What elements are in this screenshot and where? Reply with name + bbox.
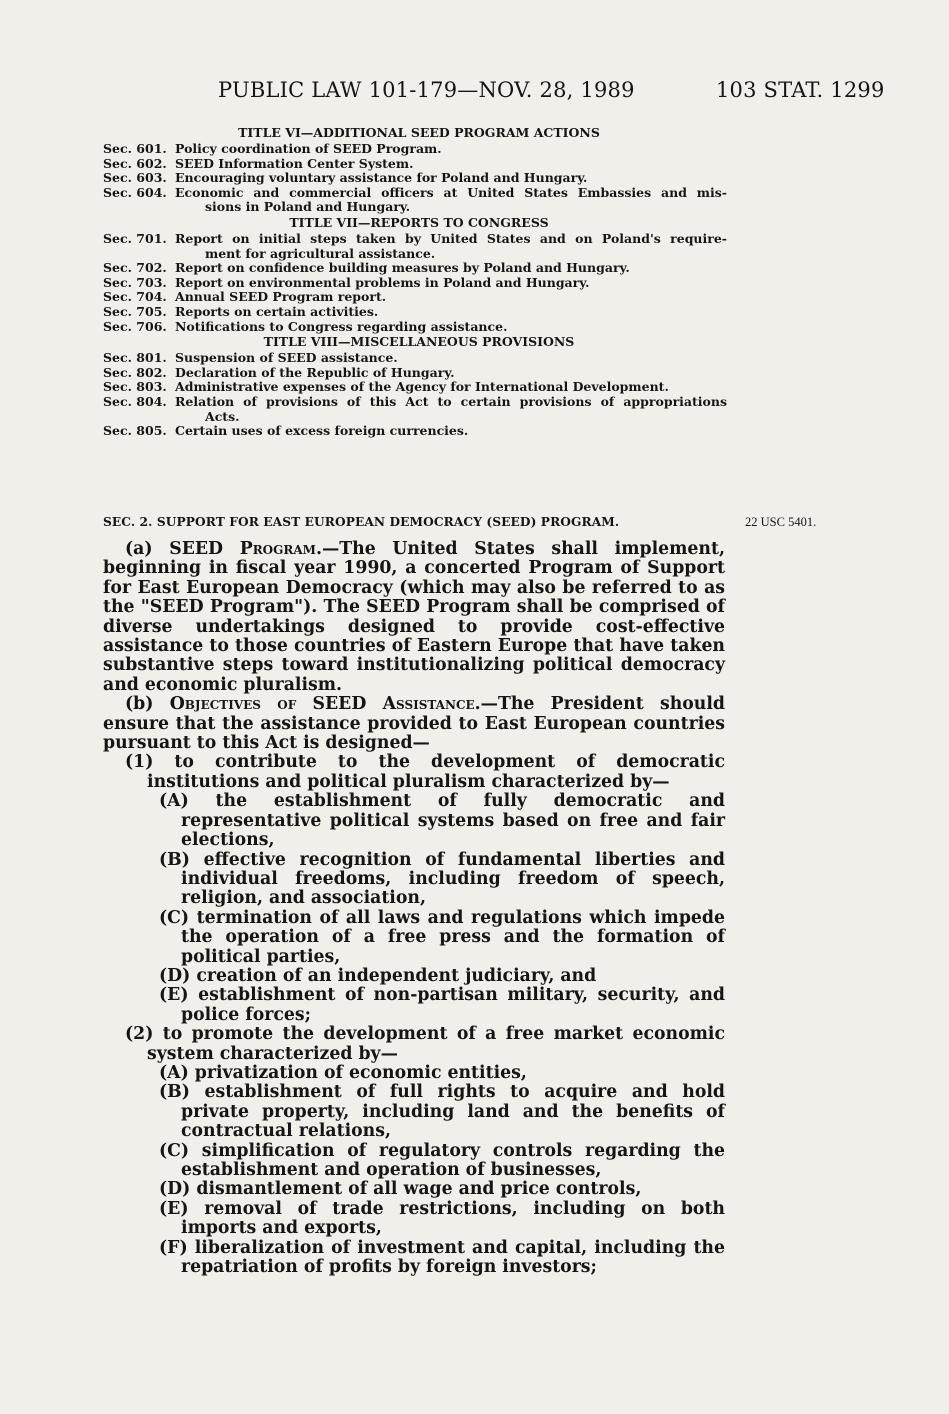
clause-1e: (E) establishment of non-partisan military, security, and police forces; [159, 985, 725, 1025]
running-header-law: PUBLIC LAW 101-179—NOV. 28, 1989 [218, 78, 635, 102]
clause-1a: (A) the establishment of fully democratic and representative political systems based on free and fair elections, [159, 791, 725, 851]
subsection-b-heading: Objectives of SEED Assistance [169, 694, 475, 715]
subsection-a-lead: (a) SEED [125, 539, 240, 559]
toc-sec-text: Economic and commercial officers at United States Embassies and mis- [175, 184, 727, 200]
toc-entry [103, 319, 727, 334]
toc-sec-text: Report on confidence building measures by Poland and Hungary. [175, 260, 630, 276]
toc-entry [103, 365, 727, 380]
table-of-contents [103, 124, 727, 438]
toc-entry [103, 275, 727, 290]
toc-entry [103, 350, 727, 365]
clause-2b: (B) establishment of full rights to acquire and hold private property, including land and the benefits of contractual relations, [159, 1082, 725, 1142]
toc-title-vi: TITLE VI—ADDITIONAL SEED PROGRAM ACTIONS [238, 125, 600, 140]
toc-sec-text: Declaration of the Republic of Hungary. [175, 364, 455, 380]
toc-sec-text: Notifications to Congress regarding assistance. [175, 318, 508, 334]
toc-sec-text: Report on environmental problems in Poland and Hungary. [175, 274, 590, 290]
toc-entry [103, 423, 727, 438]
toc-sec-number: Sec. 604. [103, 184, 167, 200]
toc-sec-number: Sec. 703. [103, 274, 167, 290]
clause-2f: (F) liberalization of investment and capital, including the repatriation of profits by foreign investors; [159, 1237, 725, 1278]
toc-sec-number: Sec. 601. [103, 141, 167, 156]
toc-sec-text: Reports on certain activities. [175, 303, 379, 319]
toc-sec-number: Sec. 603. [103, 170, 167, 186]
toc-sec-text: SEED Information Center System. [175, 155, 414, 171]
toc-entry [103, 231, 727, 246]
toc-entry-continuation: Acts. [205, 408, 240, 424]
toc-sec-number: Sec. 704. [103, 289, 167, 305]
toc-sec-number: Sec. 602. [103, 155, 167, 171]
toc-sec-text: Report on initial steps taken by United States and on Poland's require- [175, 230, 727, 246]
clause-2c: (C) simplification of regulatory controls regarding the establishment and operation of businesses, [159, 1140, 725, 1180]
margin-citation: 22 USC 5401. [745, 515, 817, 529]
subsection-a-text: .—The United States shall implement, beginning in fiscal year 1990, a concerted Program of Support for East European Democracy (which may also be referred to as the "SEED Program"). The SEED Program shall be comprised of diverse undertakings designed to provide cost-effective assistance to those countries of Eastern Europe that have taken substantive steps toward institutionalizing political democracy and economic pluralism. [103, 539, 725, 695]
toc-entry [103, 304, 727, 319]
paragraph-2: (2) to promote the development of a free market economic system characterized by— [125, 1024, 725, 1064]
toc-entry-continuation: ment for agricultural assistance. [205, 245, 436, 261]
toc-title-vii: TITLE VII—REPORTS TO CONGRESS [289, 214, 549, 230]
toc-entry [103, 170, 727, 185]
subsection-b-text: .—The President should ensure that the assistance provided to East European countries pursuant to this Act is designed— [103, 694, 726, 754]
section-2-body [103, 540, 725, 1277]
toc-sec-text: Encouraging voluntary assistance for Poland and Hungary. [175, 170, 588, 186]
toc-sec-number: Sec. 801. [103, 350, 167, 366]
subsection-a [103, 540, 725, 695]
toc-sec-text: Administrative expenses of the Agency for International Development. [175, 379, 669, 395]
clause-2e: (E) removal of trade restrictions, including on both imports and exports, [159, 1198, 725, 1239]
toc-entry [103, 260, 727, 275]
clause-1d: (D) creation of an independent judiciary, and [159, 965, 597, 986]
toc-sec-number: Sec. 701. [103, 230, 167, 246]
toc-sec-number: Sec. 702. [103, 260, 167, 276]
toc-entry [103, 379, 727, 394]
running-header-stat: 103 STAT. 1299 [716, 78, 885, 102]
toc-entry-continuation: sions in Poland and Hungary. [205, 199, 411, 215]
toc-sec-text: Policy coordination of SEED Program. [175, 141, 442, 156]
toc-entry [103, 394, 727, 409]
subsection-b-lead: (b) [125, 694, 170, 715]
clause-1c: (C) termination of all laws and regulations which impede the operation of a free press and the formation of political parties, [159, 907, 725, 967]
paragraph-1: (1) to contribute to the development of democratic institutions and political pluralism characterized by— [125, 752, 725, 792]
clause-2d: (D) dismantlement of all wage and price controls, [159, 1179, 642, 1200]
toc-entry [103, 185, 727, 200]
toc-sec-number: Sec. 802. [103, 364, 167, 380]
toc-sec-text: Relation of provisions of this Act to certain provisions of appropriations [175, 393, 727, 409]
clause-1b: (B) effective recognition of fundamental liberties and individual freedoms, including freedom of speech, religion, and association, [159, 849, 725, 909]
subsection-b [103, 695, 725, 753]
clause-2a: (A) privatization of economic entities, [159, 1062, 527, 1083]
toc-sec-number: Sec. 705. [103, 303, 167, 319]
toc-sec-number: Sec. 803. [103, 379, 167, 395]
toc-sec-text: Certain uses of excess foreign currencies. [175, 423, 469, 439]
toc-entry [103, 156, 727, 171]
subsection-a-heading: Program [239, 539, 316, 559]
toc-entry [103, 141, 727, 156]
section-2-heading: SEC. 2. SUPPORT FOR EAST EUROPEAN DEMOCRACY (SEED) PROGRAM. [103, 515, 620, 529]
toc-sec-number: Sec. 805. [103, 423, 167, 439]
toc-entry [103, 289, 727, 304]
toc-sec-text: Annual SEED Program report. [175, 289, 387, 305]
toc-sec-number: Sec. 706. [103, 318, 167, 334]
toc-sec-number: Sec. 804. [103, 393, 167, 409]
toc-title-viii: TITLE VIII—MISCELLANEOUS PROVISIONS [263, 334, 575, 350]
toc-sec-text: Suspension of SEED assistance. [175, 350, 398, 366]
